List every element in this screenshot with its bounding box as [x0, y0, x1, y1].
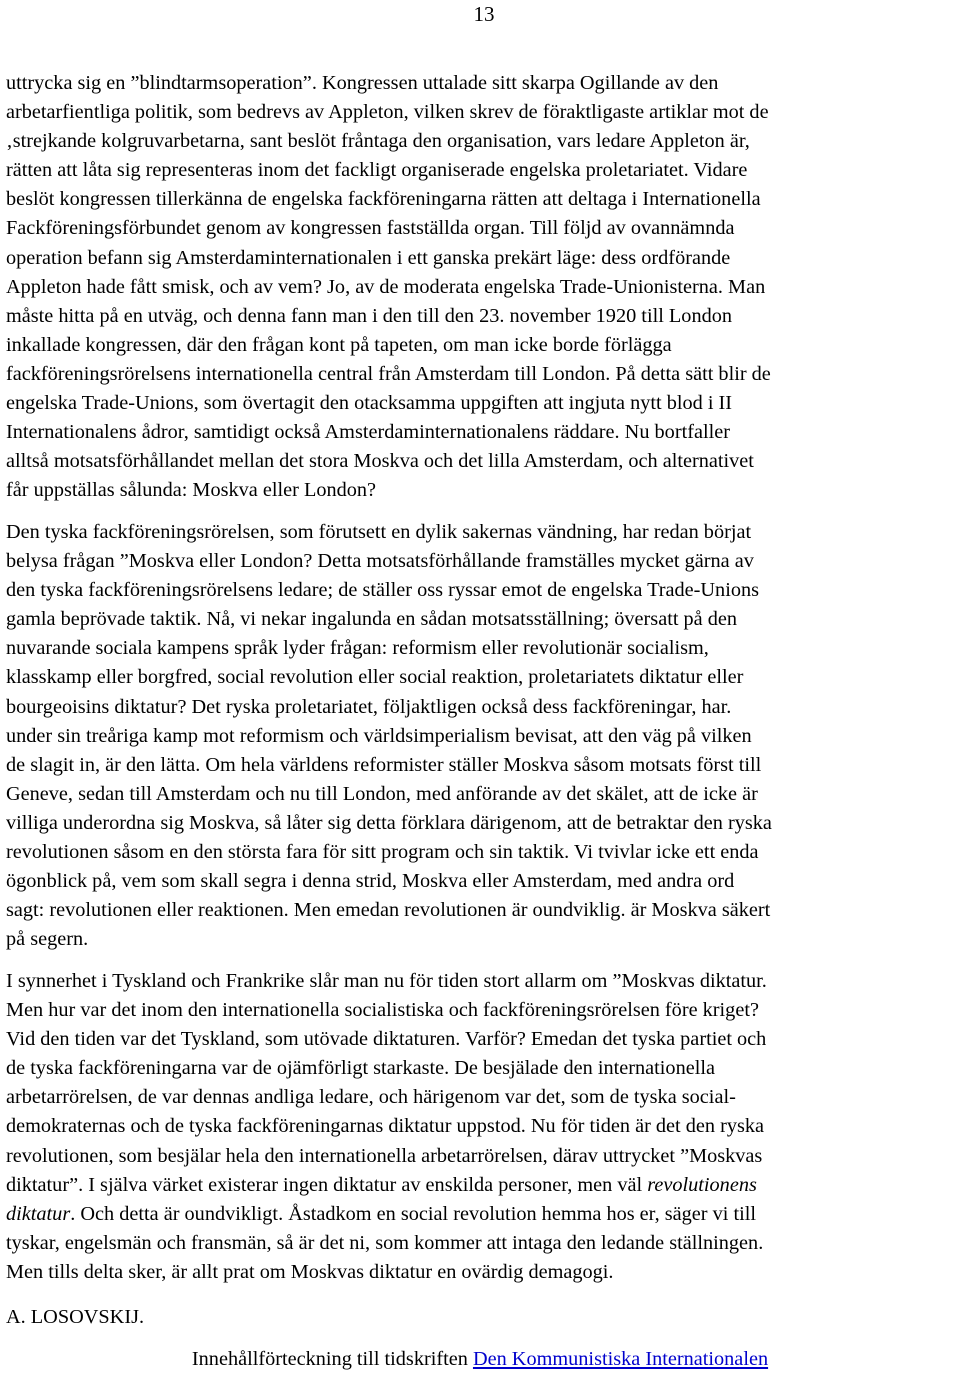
text-line-mixed [6, 1171, 960, 1200]
text-line: de tyska fackföreningarna var de ojämförligt starkaste. De besjälade den internationella [6, 1057, 715, 1080]
paragraph-3 [6, 967, 960, 1287]
text-line: engelska Trade-Unions, som övertagit den otacksamma uppgiften att ingjuta nytt blod i II [6, 392, 733, 415]
text-line: de slagit in, är den lätta. Om hela världens reformister ställer Moskva såsom motsats först till [6, 753, 762, 776]
text-line: I synnerhet i Tyskland och Frankrike slår man nu för tiden stort allarm om ”Moskvas diktatur. [6, 970, 767, 992]
text-line: demokraternas och de tyska fackföreningarnas diktatur uppstod. Nu för tiden är det den ryska [6, 1115, 765, 1138]
text-line: den tyska fackföreningsrörelsens ledare; de ställer oss ryssar emot de engelska Trade-Unions [6, 579, 760, 602]
text-line: under sin treåriga kamp mot reformism och världsimperialism bevisat, att den väg på vilken [6, 724, 752, 747]
text-line: alltså motsatsförhållandet mellan det stora Moskva och det lilla Amsterdam, och alternativet [6, 450, 754, 473]
text-line: operation befann sig Amsterdaminternationalen i ett ganska prekärt läge: dess ordförande [6, 246, 731, 269]
text-line: nuvarande sociala kampens språk lyder frågan: reformism eller revolutionär socialism, [6, 637, 709, 660]
text-line: Men hur var det inom den internationella socialistiska och fackföreningsrörelsen före kriget? [6, 999, 759, 1022]
text-line: Den tyska fackföreningsrörelsen, som förutsett en dylik sakernas vändning, har redan börjat [6, 521, 752, 543]
text-line: sagt: revolutionen eller reaktionen. Men emedan revolutionen är oundviklig. är Moskva säkert [6, 899, 771, 922]
text-line: inkallade kongressen, där den frågan kont på tapeten, om man icke borde förlägga [6, 333, 672, 356]
text-line: Appleton hade fått smisk, och av vem? Jo, av de moderata engelska Trade-Unionisterna. Man [6, 275, 766, 298]
text-line: Geneve, sedan till Amsterdam och nu till London, med anförande av det skälet, att de icke är [6, 782, 758, 805]
footer [0, 1345, 960, 1374]
text-segment: . Och detta är oundvikligt. Åstadkom en social revolution hemma hos er, säger vi till [70, 1202, 757, 1225]
journal-contents-link[interactable]: Den Kommunistiska Internationalen [472, 1348, 769, 1370]
text-line: fackföreningsrörelsens internationella central från Amsterdam till London. På detta sätt blir de [6, 362, 771, 385]
text-line: arbetarrörelsen, de var dennas andliga ledare, och härigenom var det, som de tyska social- [6, 1086, 736, 1109]
paragraph-1 [6, 69, 960, 505]
text-line: gamla beprövade taktik. Nå, vi nekar ingalunda en sådan motsatsställning; översatt på den [6, 608, 738, 631]
text-line: ögonblick på, vem som skall segra i denna strid, Moskva eller Amsterdam, med andra ord [6, 870, 735, 893]
text-line: Internationalens ådror, samtidigt också Amsterdaminternationalens räddare. Nu bortfaller [6, 421, 730, 444]
text-line: på segern. [6, 928, 89, 951]
text-line: villiga underordna sig Moskva, så låter sig detta förklara därigenom, att de betraktar den ryska [6, 811, 772, 834]
text-line: beslöt kongressen tillerkänna de engelska fackföreningarna rätten att deltaga i Internationella [6, 188, 761, 211]
text-line: måste hitta på en utväg, och denna fann man i den till den 23. november 1920 till London [6, 304, 733, 327]
text-line: Vid den tiden var det Tyskland, som utövade diktaturen. Varför? Emedan det tyska partiet och [6, 1028, 767, 1051]
text-line: klasskamp eller borgfred, social revolution eller social reaktion, proletariatets diktatur eller [6, 666, 744, 689]
page-number: 13 [473, 2, 495, 26]
text-line: rätten att låta sig representeras inom det fackligt organiserade engelska proletariatet. Vidare [6, 159, 748, 182]
text-line: arbetarfientliga politik, som bedrevs av Appleton, vilken skrev de föraktligaste artiklar mot de [6, 101, 769, 124]
paragraph-2 [6, 518, 960, 954]
text-line: Men tills delta sker, är allt prat om Moskvas diktatur en ovärdig demagogi. [6, 1260, 614, 1283]
text-line: tyskar, engelsmän och fransmän, så är det ni, som kommer att intaga den ledande ställningen. [6, 1231, 764, 1254]
text-segment: diktatur”. I själva värket existerar ingen diktatur av enskilda personer, men väl [6, 1173, 648, 1196]
author-signature [6, 1303, 960, 1332]
text-line: revolutionen, som besjälar hela den internationella arbetarrörelsen, därav uttrycket ”Moskvas [6, 1144, 763, 1167]
text-line: ‚strejkande kolgruvarbetarna, sant beslöt fråntaga den organisation, vars ledare Appleton är, [6, 130, 750, 153]
text-line: bourgeoisins diktatur? Det ryska proletariatet, följaktligen också dess fackföreningar, har. [6, 695, 732, 718]
text-line: Fackföreningsförbundet genom av kongressen fastställda organ. Till följd av ovannämnda [6, 217, 735, 240]
italic-text: diktatur [6, 1202, 71, 1225]
text-line-mixed [6, 1200, 960, 1229]
text-line: revolutionen såsom en den största fara för sitt program och sin taktik. Vi tvivlar icke ett enda [6, 841, 759, 864]
text-line: får uppställas sålunda: Moskva eller London? [6, 479, 377, 502]
footer-text: Innehållförteckning till tidskriften [191, 1348, 473, 1370]
signature-text: A. LOSOVSKIJ. [6, 1306, 145, 1328]
text-line: belysa frågan ”Moskva eller London? Detta motsatsförhållande framställes mycket gärna av [6, 550, 754, 573]
text-line: uttrycka sig en ”blindtarmsoperation”. Kongressen uttalade sitt skarpa Ogillande av den [6, 72, 719, 94]
italic-text: revolutionens [647, 1173, 757, 1196]
